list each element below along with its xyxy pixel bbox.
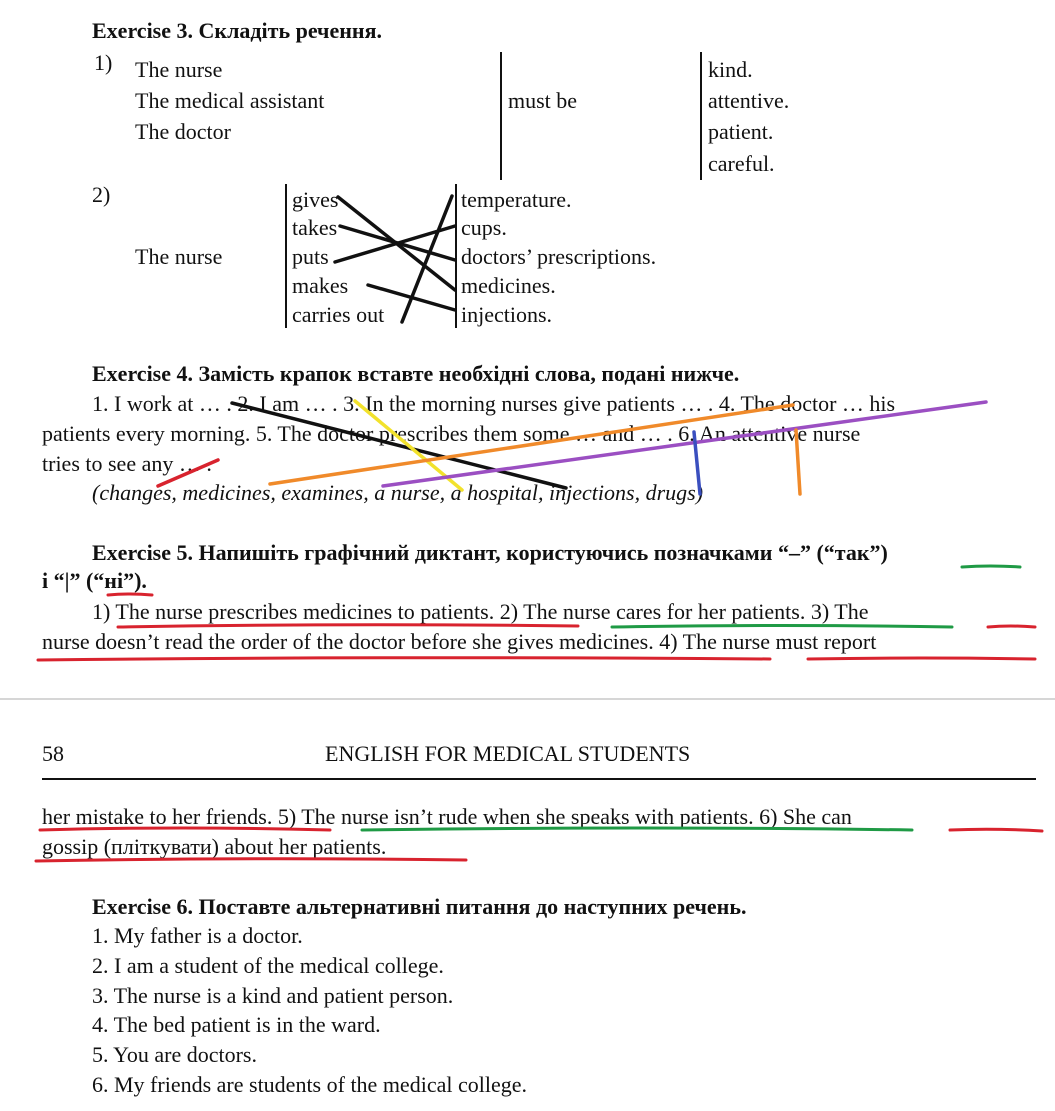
mark-sentence-4a: [808, 658, 1035, 659]
exercise-5-title: Exercise 5. Напишіть графічний диктант, користуючись позначками “–” (“так”): [92, 540, 888, 565]
exercise-6-item-3: 3. The nurse is a kind and patient person.: [92, 983, 454, 1008]
object-prescriptions: doctors’ prescriptions.: [461, 244, 657, 269]
exercise-3-title: Exercise 3. Складіть речення.: [92, 18, 382, 43]
exercise-5-line-2: nurse doesn’t read the order of the doctor before she gives medicines. 4) The nurse must report: [42, 629, 877, 654]
mark-sentence-1: [118, 625, 578, 627]
divider-line: [285, 184, 287, 328]
adjective-4: careful.: [708, 151, 775, 176]
exercise-3-part2-number: 2): [92, 182, 111, 207]
mark-sentence-3b: [38, 658, 770, 660]
exercise-5-cont-line-2: gossip (пліткувати) about her patients.: [42, 834, 387, 859]
mark-tak-underline: [962, 566, 1020, 567]
verb-gives: gives: [292, 187, 339, 212]
adjective-2: attentive.: [708, 88, 790, 113]
exercise-4-line-2: patients every morning. 5. The doctor prescribes them some … and … . 6. An attentive nurse: [42, 421, 861, 446]
exercise-6-item-4: 4. The bed patient is in the ward.: [92, 1012, 381, 1037]
exercise-4-word-bank: (changes, medicines, examines, a nurse, a hospital, injections, drugs): [92, 480, 704, 505]
verb-must-be: must be: [508, 88, 578, 113]
exercise-5-title-cont: і “|” (“ні”).: [42, 568, 147, 593]
exercise-4-line-1: 1. I work at … . 2. I am … . 3. In the morning nurses give patients … . 4. The doctor … his: [92, 391, 896, 416]
object-injections: injections.: [461, 302, 553, 327]
subject-2: The medical assistant: [135, 88, 325, 113]
running-title: ENGLISH FOR MEDICAL STUDENTS: [325, 741, 691, 766]
exercise-3-part1-number: 1): [94, 50, 113, 75]
verb-makes: makes: [292, 273, 349, 298]
exercise-5-cont-line-1: her mistake to her friends. 5) The nurse isn’t rude when she speaks with patients. 6) She can: [42, 804, 852, 829]
verb-takes: takes: [292, 215, 338, 240]
page-break: [0, 698, 1055, 700]
match-line-puts: [335, 226, 455, 262]
adjective-1: kind.: [708, 57, 753, 82]
object-cups: cups.: [461, 215, 507, 240]
verb-puts: puts: [292, 244, 329, 269]
mark-ni-underline: [108, 594, 152, 595]
divider-line: [700, 52, 702, 180]
page-number: 58: [42, 741, 64, 766]
exercise-4-title: Exercise 4. Замість крапок вставте необхідні слова, подані нижче.: [92, 361, 740, 386]
exercise-6-item-5: 5. You are doctors.: [92, 1042, 257, 1067]
subject-1: The nurse: [135, 57, 223, 82]
divider-line: [455, 184, 457, 328]
header-rule: [42, 778, 1036, 780]
match-line-takes: [340, 226, 455, 260]
match-line-carries-out: [402, 196, 452, 322]
mark-sentence-2: [612, 626, 952, 628]
exercise-6-title: Exercise 6. Поставте альтернативні питання до наступних речень.: [92, 894, 747, 919]
exercise-4-line-3: tries to see any … .: [42, 451, 212, 476]
mark-sentence-3a: [988, 626, 1035, 627]
object-temperature: temperature.: [461, 187, 572, 212]
divider-line: [500, 52, 502, 180]
adjective-3: patient.: [708, 119, 774, 144]
subject-3: The doctor: [135, 119, 231, 144]
verb-carries-out: carries out: [292, 302, 385, 327]
exercise-6-item-6: 6. My friends are students of the medical college.: [92, 1072, 527, 1097]
exercise-6-item-2: 2. I am a student of the medical college.: [92, 953, 444, 978]
exercise-5-line-1: 1) The nurse prescribes medicines to patients. 2) The nurse cares for her patients. 3) The: [92, 599, 869, 624]
mark-sentence-6a: [950, 829, 1042, 831]
match-line-gives: [338, 197, 455, 290]
exercise-6-item-1: 1. My father is a doctor.: [92, 923, 303, 948]
object-medicines: medicines.: [461, 273, 556, 298]
subject-nurse: The nurse: [135, 244, 223, 269]
